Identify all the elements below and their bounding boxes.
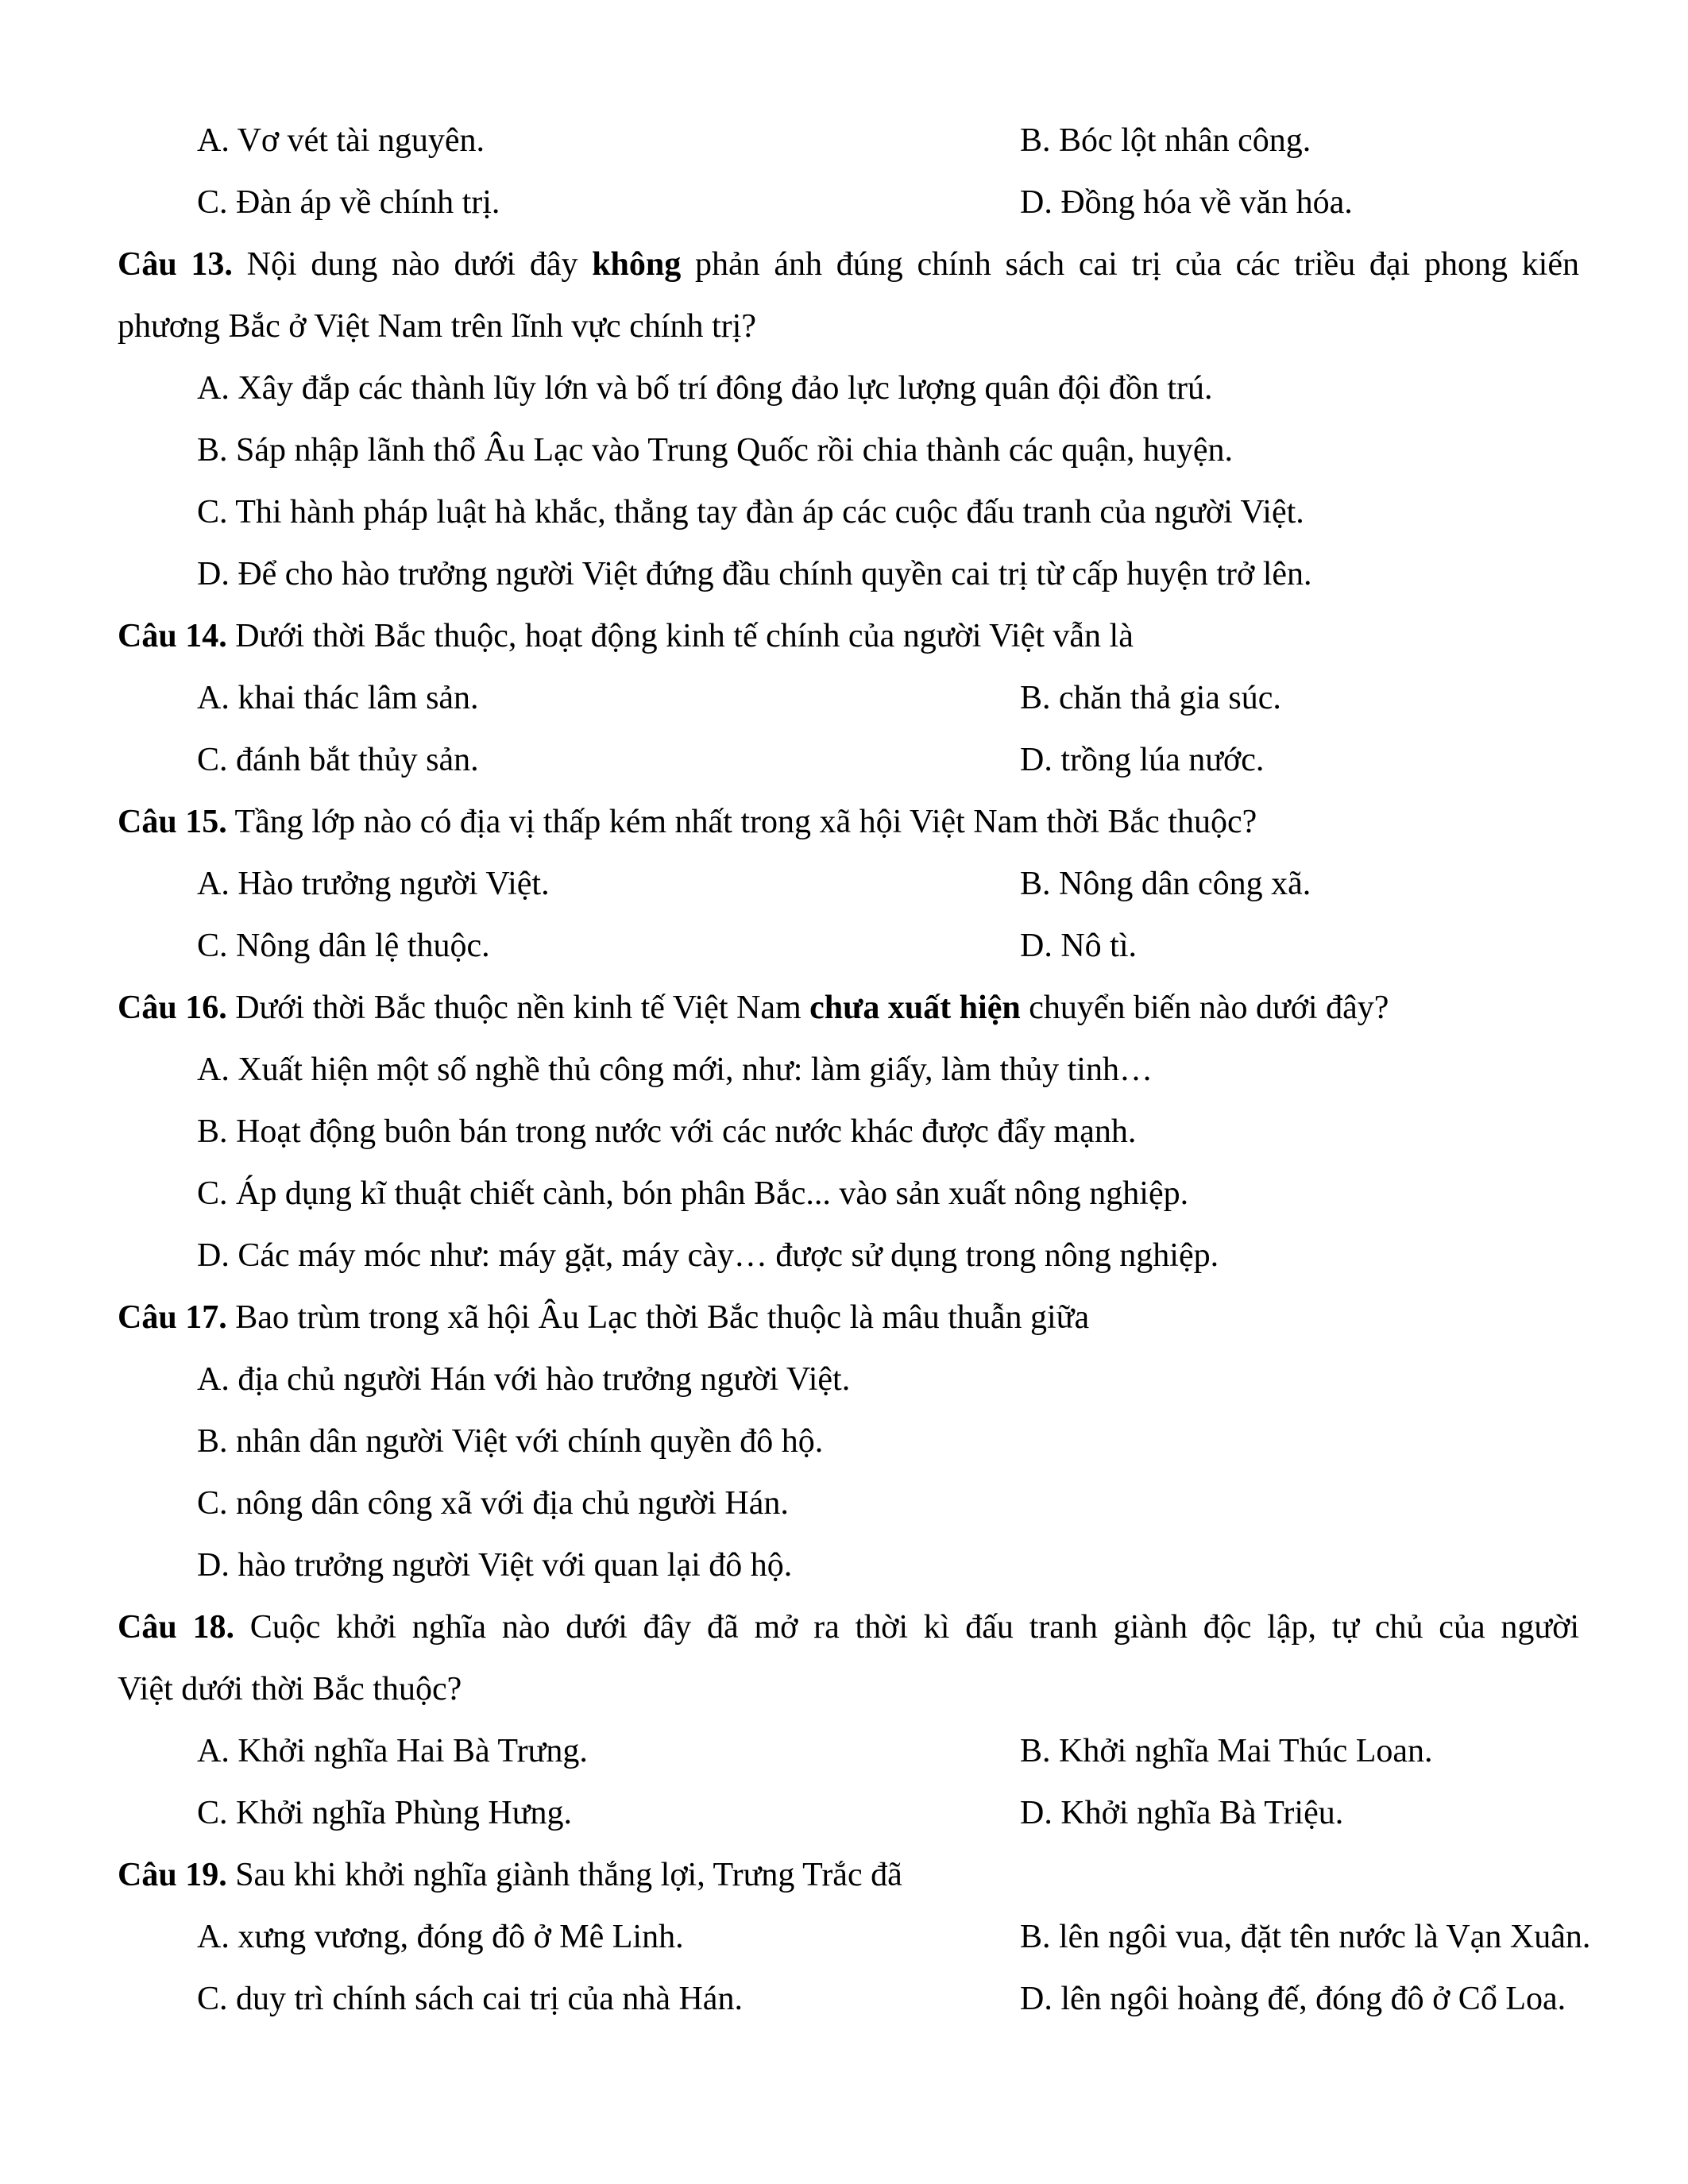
question-15-option-row-1 xyxy=(197,867,1659,901)
option-b: B. Bóc lột nhân công. xyxy=(1020,122,1311,159)
question-text: chuyển biến nào dưới đây? xyxy=(1020,990,1389,1026)
question-number: Câu 16. xyxy=(118,990,227,1026)
question-text: Dưới thời Bắc thuộc, hoạt động kinh tế chính của người Việt vẫn là xyxy=(226,618,1134,654)
question-17-option-d: D. hào trưởng người Việt với quan lại đô hộ. xyxy=(197,1547,793,1584)
question-16-option-a: A. Xuất hiện một số nghề thủ công mới, như: làm giấy, làm thủy tinh… xyxy=(197,1051,1153,1088)
option-d: D. Nô tì. xyxy=(1020,928,1137,964)
question-18-stem xyxy=(118,1611,1579,1644)
question-18-option-row-2 xyxy=(197,1796,1659,1830)
question-number: Câu 15. xyxy=(118,804,227,840)
question-number: Câu 18. xyxy=(118,1609,234,1646)
option-c: C. Đàn áp về chính trị. xyxy=(197,184,500,221)
option-a: A. Khởi nghĩa Hai Bà Trưng. xyxy=(197,1733,588,1769)
option-c: C. Khởi nghĩa Phùng Hưng. xyxy=(197,1795,572,1831)
question-17-option-a: A. địa chủ người Hán với hào trưởng người Việt. xyxy=(197,1361,851,1398)
question-text: Cuộc khởi nghĩa nào dưới đây đã mở ra thời kì đấu tranh giành độc lập, tự chủ của người xyxy=(234,1609,1579,1646)
question-text: Nội dung nào dưới đây xyxy=(232,246,593,283)
question-13-stem xyxy=(118,248,1579,281)
question-13-stem-continued: phương Bắc ở Việt Nam trên lĩnh vực chính trị? xyxy=(118,308,756,345)
question-16-stem xyxy=(118,991,1579,1024)
question-17-stem xyxy=(118,1301,1579,1334)
option-b: B. Khởi nghĩa Mai Thúc Loan. xyxy=(1020,1733,1433,1769)
question-text: Sau khi khởi nghĩa giành thắng lợi, Trưng Trắc đã xyxy=(226,1857,902,1893)
question-13-option-a: A. Xây đắp các thành lũy lớn và bố trí đông đảo lực lượng quân đội đồn trú. xyxy=(197,370,1213,407)
prev-option-row-1 xyxy=(197,124,1659,157)
question-13-option-b: B. Sáp nhập lãnh thổ Âu Lạc vào Trung Quốc rồi chia thành các quận, huyện. xyxy=(197,432,1234,469)
question-number: Câu 14. xyxy=(118,618,227,654)
question-15-stem xyxy=(118,805,1579,839)
question-13-option-c: C. Thi hành pháp luật hà khắc, thẳng tay đàn áp các cuộc đấu tranh của người Việt. xyxy=(197,494,1304,531)
option-d: D. lên ngôi hoàng đế, đóng đô ở Cổ Loa. xyxy=(1020,1981,1566,2017)
question-number: Câu 17. xyxy=(118,1299,227,1336)
option-d: D. Khởi nghĩa Bà Triệu. xyxy=(1020,1795,1344,1831)
option-d: D. Đồng hóa về văn hóa. xyxy=(1020,184,1353,221)
prev-option-row-2 xyxy=(197,186,1659,219)
question-text: Dưới thời Bắc thuộc nền kinh tế Việt Nam xyxy=(226,990,810,1026)
question-13-option-d: D. Để cho hào trưởng người Việt đứng đầu chính quyền cai trị từ cấp huyện trở lên. xyxy=(197,556,1312,592)
question-14-stem xyxy=(118,619,1579,653)
option-c: C. đánh bắt thủy sản. xyxy=(197,742,479,778)
question-number: Câu 19. xyxy=(118,1857,227,1893)
option-b: B. Nông dân công xã. xyxy=(1020,866,1311,902)
question-17-option-b: B. nhân dân người Việt với chính quyền đô hộ. xyxy=(197,1423,824,1460)
question-text: Bao trùm trong xã hội Âu Lạc thời Bắc thuộc là mâu thuẫn giữa xyxy=(226,1299,1090,1336)
question-17-option-c: C. nông dân công xã với địa chủ người Hán. xyxy=(197,1485,789,1522)
question-emphasis: chưa xuất hiện xyxy=(809,990,1021,1026)
option-c: C. duy trì chính sách cai trị của nhà Hán. xyxy=(197,1981,743,2017)
question-16-option-c: C. Áp dụng kĩ thuật chiết cành, bón phân Bắc... vào sản xuất nông nghiệp. xyxy=(197,1175,1189,1212)
question-16-option-b: B. Hoạt động buôn bán trong nước với các nước khác được đẩy mạnh. xyxy=(197,1113,1137,1150)
question-text: phản ánh đúng chính sách cai trị của các triều đại phong kiến xyxy=(681,246,1579,283)
option-a: A. Hào trưởng người Việt. xyxy=(197,866,550,902)
question-19-option-row-2 xyxy=(197,1982,1659,2016)
question-19-option-row-1 xyxy=(197,1920,1659,1954)
option-a: A. xưng vương, đóng đô ở Mê Linh. xyxy=(197,1919,684,1955)
option-b: B. chăn thả gia súc. xyxy=(1020,680,1281,716)
option-d: D. trồng lúa nước. xyxy=(1020,742,1265,778)
option-a: A. khai thác lâm sản. xyxy=(197,680,479,716)
option-c: C. Nông dân lệ thuộc. xyxy=(197,928,490,964)
question-number: Câu 13. xyxy=(118,246,233,283)
question-14-option-row-2 xyxy=(197,743,1659,777)
question-16-option-d: D. Các máy móc như: máy gặt, máy cày… được sử dụng trong nông nghiệp. xyxy=(197,1237,1219,1274)
question-text: Tầng lớp nào có địa vị thấp kém nhất trong xã hội Việt Nam thời Bắc thuộc? xyxy=(226,804,1257,840)
question-14-option-row-1 xyxy=(197,681,1659,715)
option-a: A. Vơ vét tài nguyên. xyxy=(197,122,485,159)
question-18-stem-continued: Việt dưới thời Bắc thuộc? xyxy=(118,1671,462,1707)
question-19-stem xyxy=(118,1858,1579,1892)
question-18-option-row-1 xyxy=(197,1734,1659,1768)
question-emphasis: không xyxy=(592,246,682,283)
question-15-option-row-2 xyxy=(197,929,1659,963)
option-b: B. lên ngôi vua, đặt tên nước là Vạn Xuân. xyxy=(1020,1919,1591,1955)
